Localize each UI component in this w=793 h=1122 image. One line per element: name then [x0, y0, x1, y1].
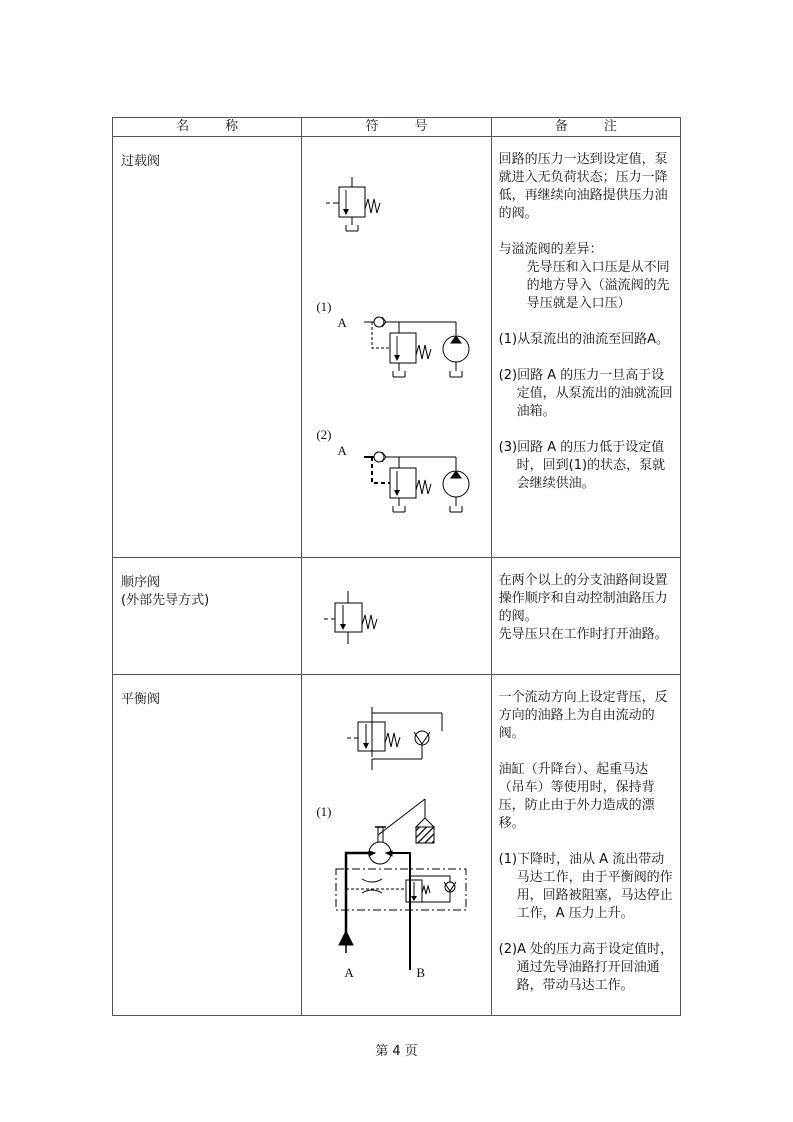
page-number: 第 4 页 [375, 1044, 418, 1059]
valve-spec-table [112, 117, 681, 1016]
header-symbol-char-1: 符 [365, 119, 379, 134]
circuit-1-label: (1) [316, 804, 332, 819]
valve-name: 过载阀 [121, 154, 161, 169]
note-paragraph: 一个流动方向上设定背压，反方向的油路上为自由流动的阀。 [498, 690, 668, 741]
header-note-char-1: 备 [554, 119, 568, 134]
port-a-label: A [344, 965, 354, 980]
note-item: (2)A 处的压力高于设定值时，通过先导油路打开回油通路，带动马达工作。 [498, 942, 674, 993]
note-item: (1)从泵流出的油流至回路A。 [498, 332, 669, 347]
header-symbol-char-2: 号 [414, 119, 428, 134]
header-name [113, 118, 302, 137]
circuit-2-port-a: A [337, 443, 347, 458]
note-paragraph: 先导压和入口压是从不同的地方导入（溢流阀的先导压就是入口压） [526, 260, 670, 311]
header-name-char-2: 称 [225, 119, 239, 134]
note-paragraph: 油缸（升降台）、起重马达（吊车）等使用时，保持背压，防止由于外力造成的漂移。 [498, 762, 655, 831]
note-cell [491, 675, 680, 1016]
unloading-valve-symbol-icon [326, 177, 380, 231]
unloading-circuit-1-icon [364, 317, 469, 377]
note-item: (1)下降时，油从 A 流出带动马达工作，由于平衡阀的作用，回路被阻塞，马达停止工作，A 压力上升。 [498, 852, 673, 921]
header-note [491, 118, 680, 137]
note-item: (2)回路 A 的压力一旦高于设定值，从泵流出的油就流回油箱。 [498, 368, 673, 419]
counterbalance-circuit-1-icon [336, 799, 466, 970]
circuit-1-port-a: A [337, 315, 347, 330]
valve-name: 顺序阀 [121, 575, 161, 590]
note-paragraph: 与溢流阀的差异： [498, 242, 603, 257]
header-name-char-1: 名 [176, 119, 190, 134]
circuit-1-label: (1) [316, 299, 332, 314]
note-paragraph: 在两个以上的分支油路间设置操作顺序和自动控制油路压力的阀。 [498, 573, 668, 624]
note-cell [491, 558, 680, 675]
table-header-row [113, 118, 681, 137]
symbol-cell [302, 137, 491, 558]
note-paragraph: 回路的压力一达到设定值，泵就进入无负荷状态；压力一降低，再继续向油路提供压力油的阀。 [498, 152, 668, 221]
note-paragraph: 先导压只在工作时打开油路。 [498, 627, 668, 642]
table-row [113, 558, 681, 675]
header-symbol [302, 118, 491, 137]
valve-name-cell [113, 558, 302, 675]
unloading-circuit-2-icon [364, 452, 469, 512]
symbol-cell [302, 675, 491, 1016]
valve-name-cell [113, 675, 302, 1016]
note-cell [491, 137, 680, 558]
sequence-valve-symbol-icon [302, 558, 491, 675]
note-item: (3)回路 A 的压力低于设定值时，回到(1)的状态，泵就会继续供油。 [498, 440, 666, 491]
unloading-valve-symbols [302, 137, 491, 558]
circuit-2-label: (2) [316, 427, 332, 442]
table-row [113, 137, 681, 558]
header-note-char-2: 注 [603, 119, 617, 134]
valve-name-sub: (外部先导方式) [121, 593, 210, 608]
counterbalance-valve-symbol-icon [347, 707, 442, 770]
valve-name-cell [113, 137, 302, 558]
valve-name: 平衡阀 [121, 692, 161, 707]
counterbalance-valve-symbols [302, 675, 491, 1016]
port-b-label: B [416, 965, 425, 980]
symbol-cell [302, 558, 491, 675]
table-row [113, 675, 681, 1016]
